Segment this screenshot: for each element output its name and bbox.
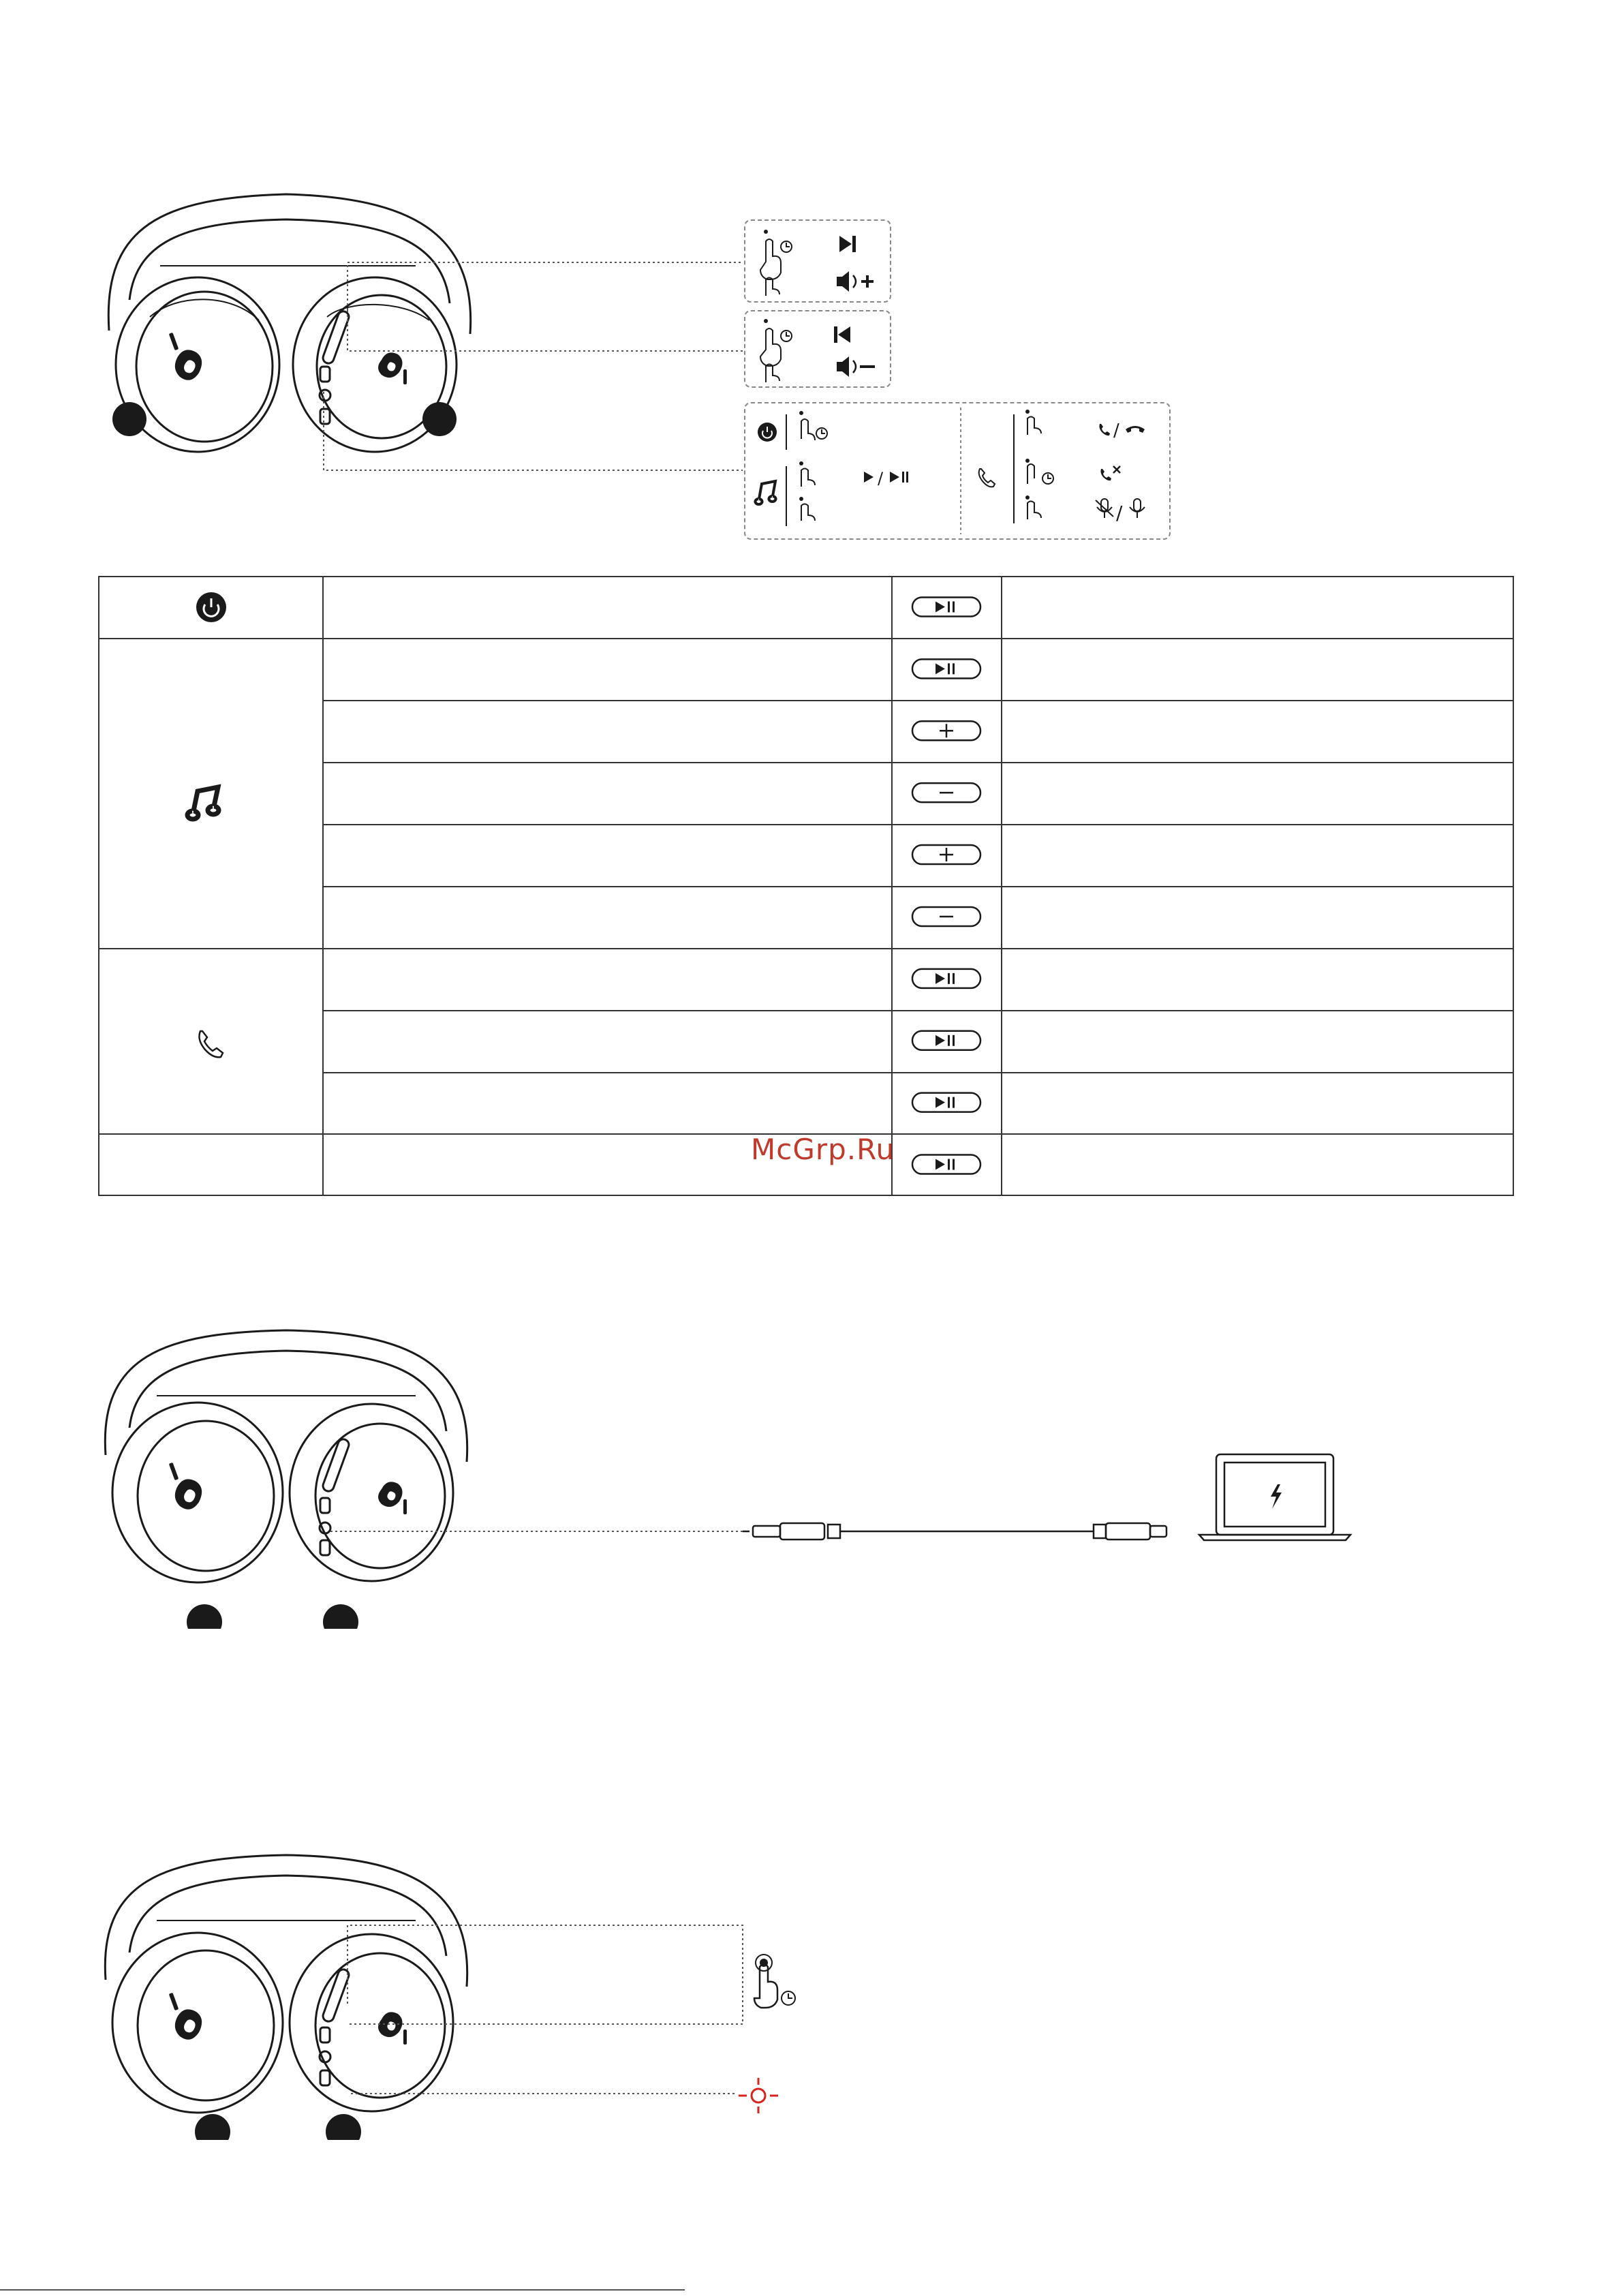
led-flash-icon	[735, 2075, 782, 2116]
double-press-icon	[801, 504, 815, 521]
phone-icon	[979, 469, 995, 487]
play-pause-button-pill	[912, 969, 980, 988]
marker-1	[187, 1604, 222, 1629]
press-icon	[766, 365, 779, 383]
hold-press-icon	[760, 239, 781, 279]
pause-bar	[948, 663, 950, 674]
previous-volume-down-callout	[744, 310, 891, 388]
pause-bar	[953, 1035, 955, 1046]
hold-press-icon	[801, 419, 815, 440]
pause-bar	[948, 973, 950, 984]
table-phone-icon	[199, 1031, 223, 1057]
play-pause-icon	[936, 663, 945, 674]
svg-text:/: /	[878, 469, 884, 488]
aux-cable	[327, 1510, 1172, 1550]
play-pause-button-pill	[912, 1093, 980, 1112]
marker-2	[326, 2114, 361, 2140]
svg-text:/: /	[1113, 420, 1119, 441]
laptop-icon	[1196, 1450, 1359, 1546]
play-pause-icon	[936, 1097, 945, 1108]
mute-unmute-icon	[1096, 499, 1145, 524]
press-icon	[766, 278, 779, 296]
page-bottom-rule	[0, 2289, 685, 2291]
press-icon	[1027, 417, 1041, 435]
minus-icon	[940, 792, 953, 794]
play-pause-button-pill	[912, 659, 980, 678]
plus-icon-v	[946, 724, 948, 737]
hold-press-icon	[760, 328, 781, 366]
marker-2	[323, 1604, 358, 1629]
play-pause-icon	[936, 601, 945, 612]
pause-bar	[948, 1159, 950, 1170]
press-icon	[801, 469, 815, 487]
reset-hold-press-icon	[746, 1950, 801, 2012]
pause-bar	[953, 973, 955, 984]
play-pause-icon	[864, 469, 908, 488]
play-pause-icon	[936, 1035, 945, 1046]
power-music-call-callout	[744, 402, 1171, 540]
volume-up-icon	[837, 271, 874, 292]
hold-press-icon	[1027, 464, 1034, 484]
function-table	[98, 576, 1517, 1203]
callout-leader-lines	[320, 256, 756, 474]
table-power-icon	[196, 592, 226, 622]
pause-bar	[948, 601, 950, 612]
minus-icon	[940, 916, 953, 918]
svg-text:/: /	[1116, 502, 1123, 524]
volume-down-icon	[837, 356, 875, 377]
table-music-note-icon	[187, 787, 219, 819]
charging-bolt-icon	[1271, 1484, 1282, 1509]
marker-1	[112, 402, 146, 436]
previous-track-icon	[834, 326, 850, 343]
next-volume-up-callout	[744, 219, 891, 303]
play-pause-icon	[936, 1159, 945, 1170]
reset-leader-lines	[344, 1922, 767, 2106]
pause-bar	[953, 601, 955, 612]
watermark: McGrp.Ru	[751, 1133, 895, 1166]
answer-end-call-icon	[1099, 420, 1145, 441]
plus-icon-v	[946, 848, 948, 861]
play-pause-icon	[936, 973, 945, 984]
play-pause-button-pill	[912, 597, 980, 616]
pause-bar	[948, 1097, 950, 1108]
music-note-icon	[756, 481, 776, 504]
play-pause-button-pill	[912, 1155, 980, 1174]
aux-headphone-illustration	[95, 1329, 504, 1629]
press-icon	[1027, 502, 1041, 520]
play-pause-button-pill	[912, 1031, 980, 1050]
marker-1	[195, 2114, 230, 2140]
next-track-icon	[839, 236, 856, 252]
pause-bar	[953, 1159, 955, 1170]
pause-bar	[953, 1097, 955, 1108]
pause-bar	[953, 663, 955, 674]
pause-bar	[948, 1035, 950, 1046]
reject-call-icon	[1100, 466, 1120, 480]
